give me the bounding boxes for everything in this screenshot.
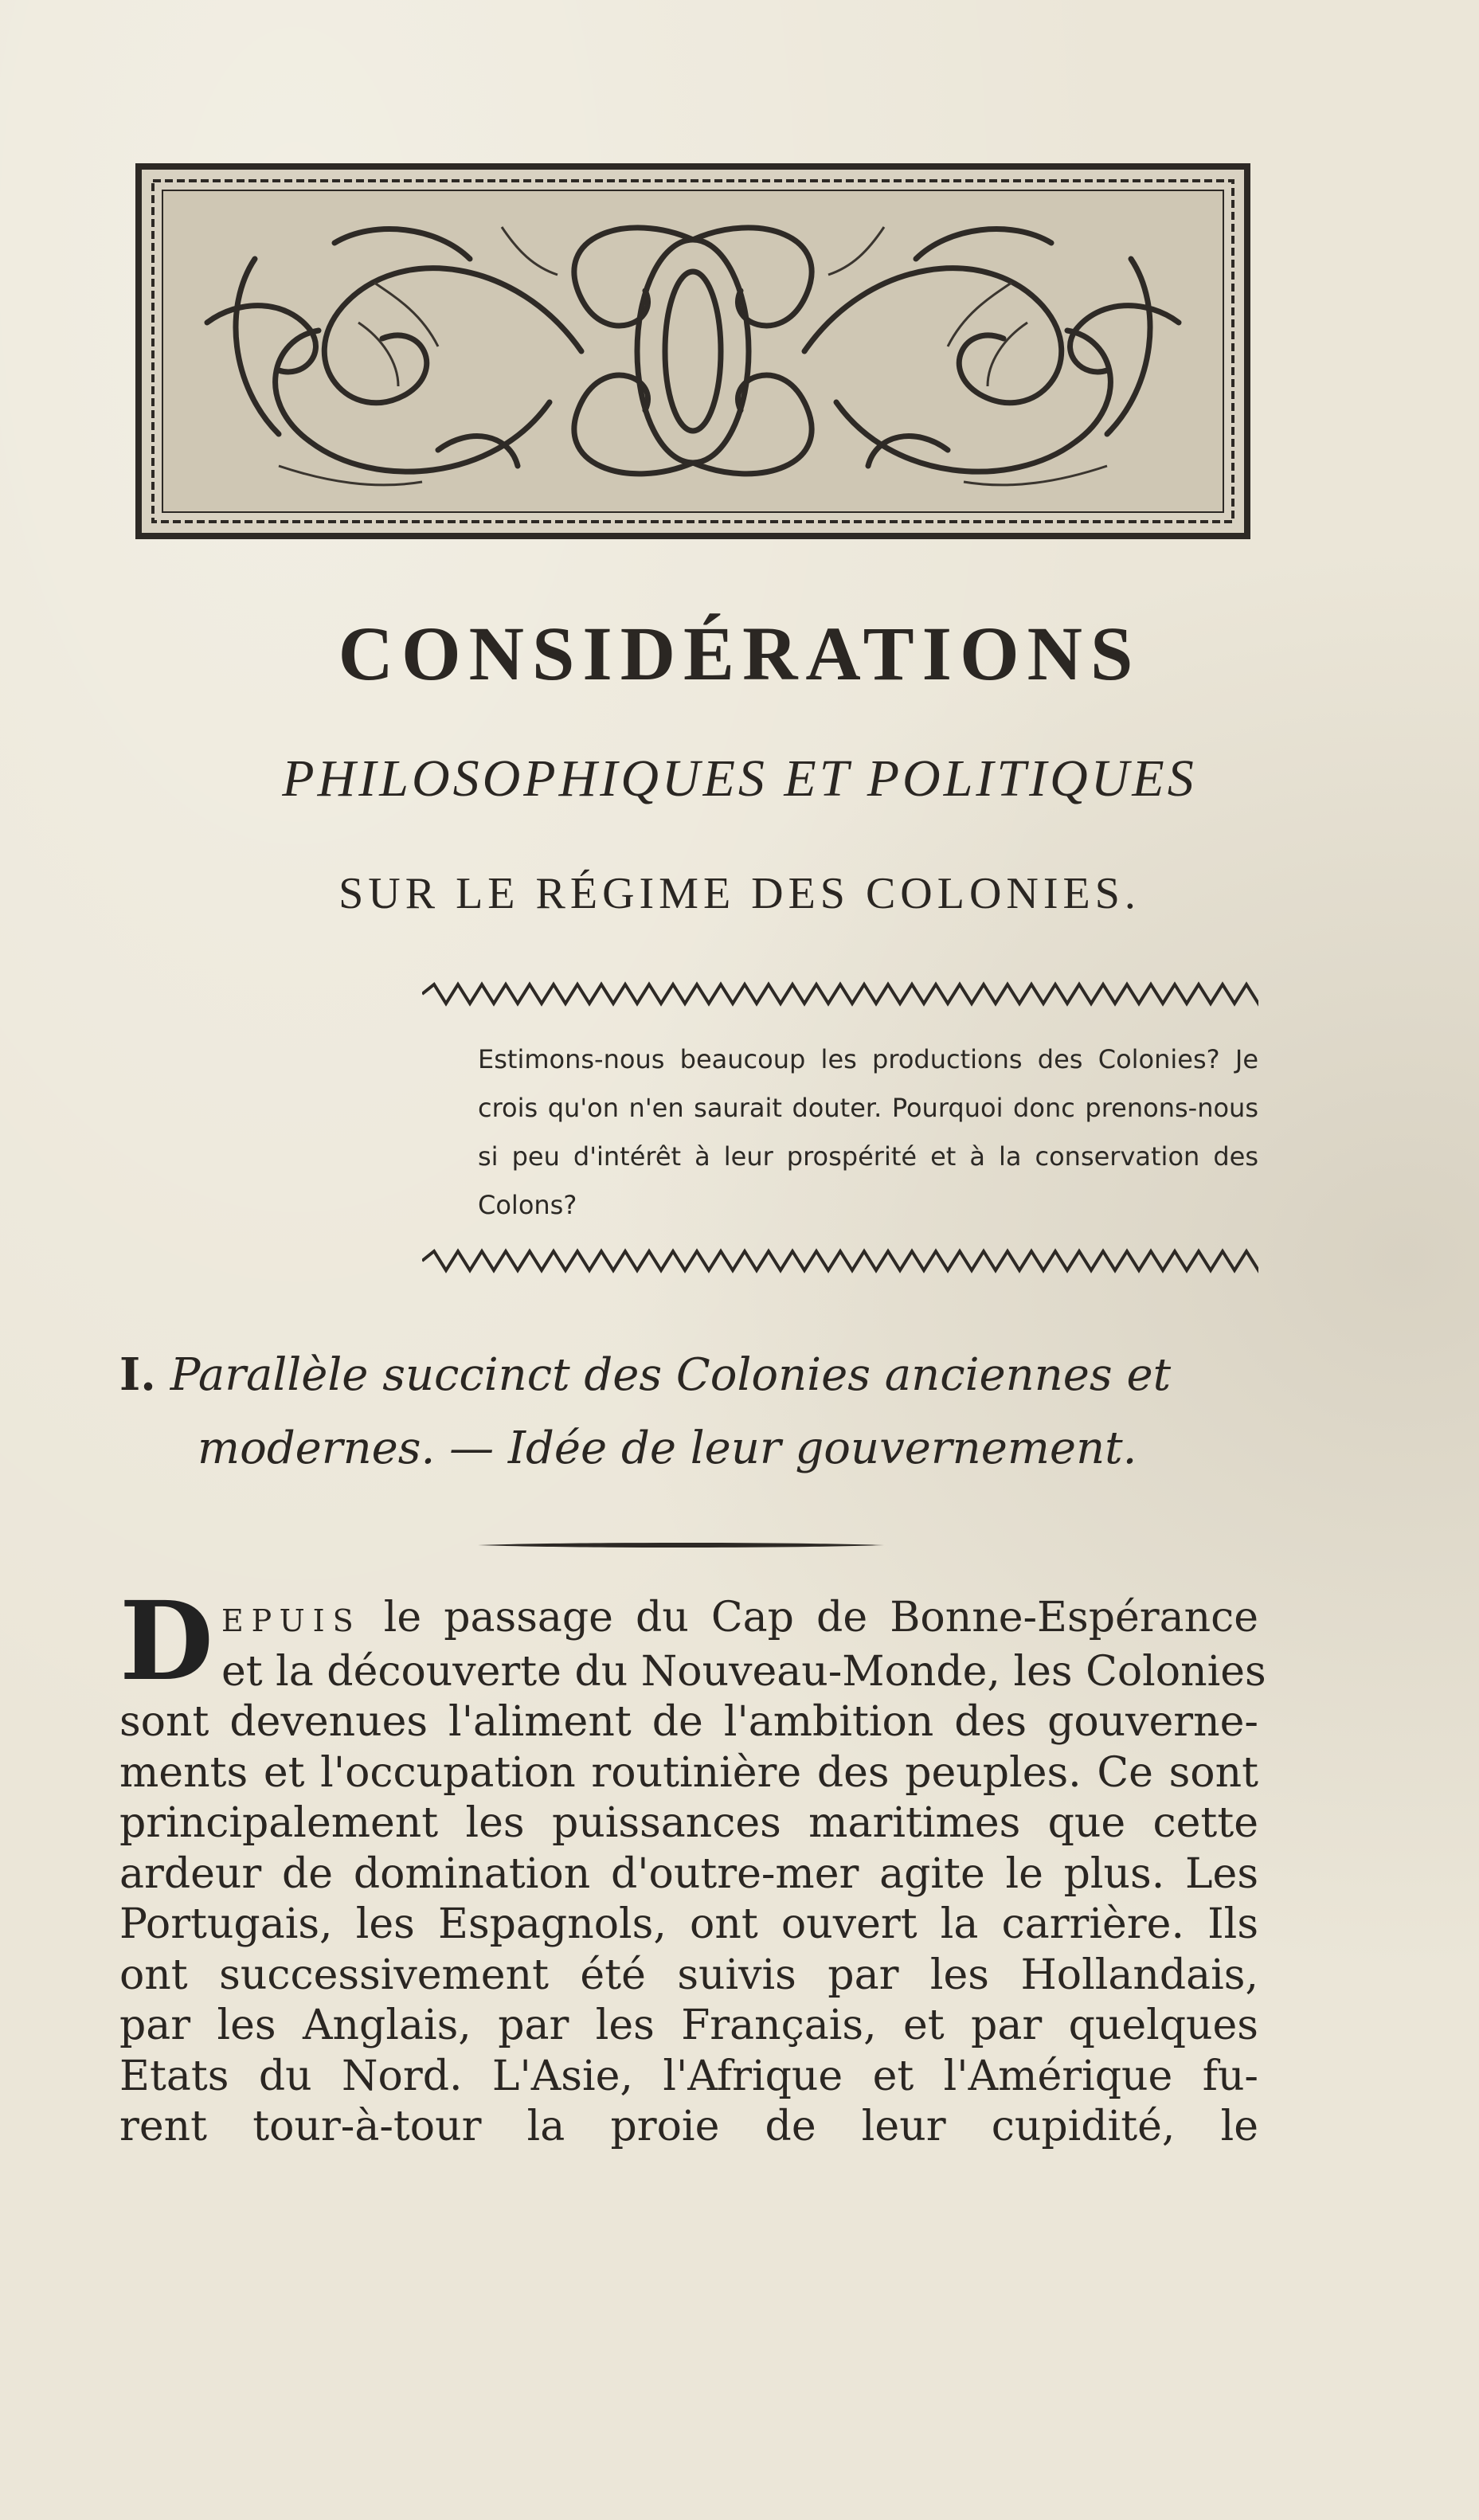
body-line-1-rest: le passage du Cap de Bonne-Espérance: [361, 1594, 1258, 1642]
body-line-1: [119, 1593, 1258, 1647]
section-heading-line-1: Parallèle succinct des Colonies anciennes et: [170, 1349, 1172, 1401]
body-line: sont devenues l'aliment de l'ambition des gouverne-: [119, 1698, 1258, 1746]
epigraph: [478, 1035, 1258, 1230]
wavy-rule-top: [422, 980, 1258, 1008]
first-word-smallcaps: EPUIS: [221, 1603, 362, 1638]
body-line: ardeur de domination d'outre-mer agite le plus. Les: [119, 1849, 1258, 1898]
ornamental-headpiece: [135, 163, 1250, 539]
body-line: ont successivement été suivis par les Hollandais,: [119, 1951, 1258, 1999]
body-line: principalement les puissances maritimes que cette: [119, 1799, 1258, 1847]
epigraph-text: Estimons-nous beaucoup les productions des Colonies? Je crois qu'on n'en saurait douter. Pourquoi donc prenons-nous si peu d'intérêt à leur prospérité et à la conservation des Colons?: [478, 1044, 1258, 1220]
section-number: I.: [119, 1348, 156, 1401]
title-line-1: CONSIDÉRATIONS: [338, 611, 1141, 696]
section-rule: [478, 1541, 884, 1549]
body-line: Portugais, les Espagnols, ont ouvert la carrière. Ils: [119, 1900, 1258, 1948]
drop-cap: D: [119, 1578, 213, 1705]
body-paragraph: [119, 1578, 1266, 2153]
section-heading-line-2: modernes. — Idée de leur gouvernement.: [198, 1422, 1137, 1474]
body-line: et la découverte du Nouveau-Monde, les Colonies: [221, 1647, 1266, 1696]
section-heading: [119, 1338, 1258, 1485]
body-line: rent tour-à-tour la proie de leur cupidité, le: [119, 2103, 1258, 2150]
wavy-rule-bottom: [422, 1246, 1258, 1275]
body-line: Etats du Nord. L'Asie, l'Afrique et l'Amérique fu-: [119, 2052, 1258, 2100]
body-line: par les Anglais, par les Français, et par quelques: [119, 2002, 1258, 2049]
title-line-3: SUR LE RÉGIME DES COLONIES.: [338, 869, 1141, 918]
body-line: ments et l'occupation routinière des peuples. Ce sont: [119, 1748, 1258, 1797]
title-line-2: PHILOSOPHIQUES ET POLITIQUES: [282, 749, 1197, 808]
